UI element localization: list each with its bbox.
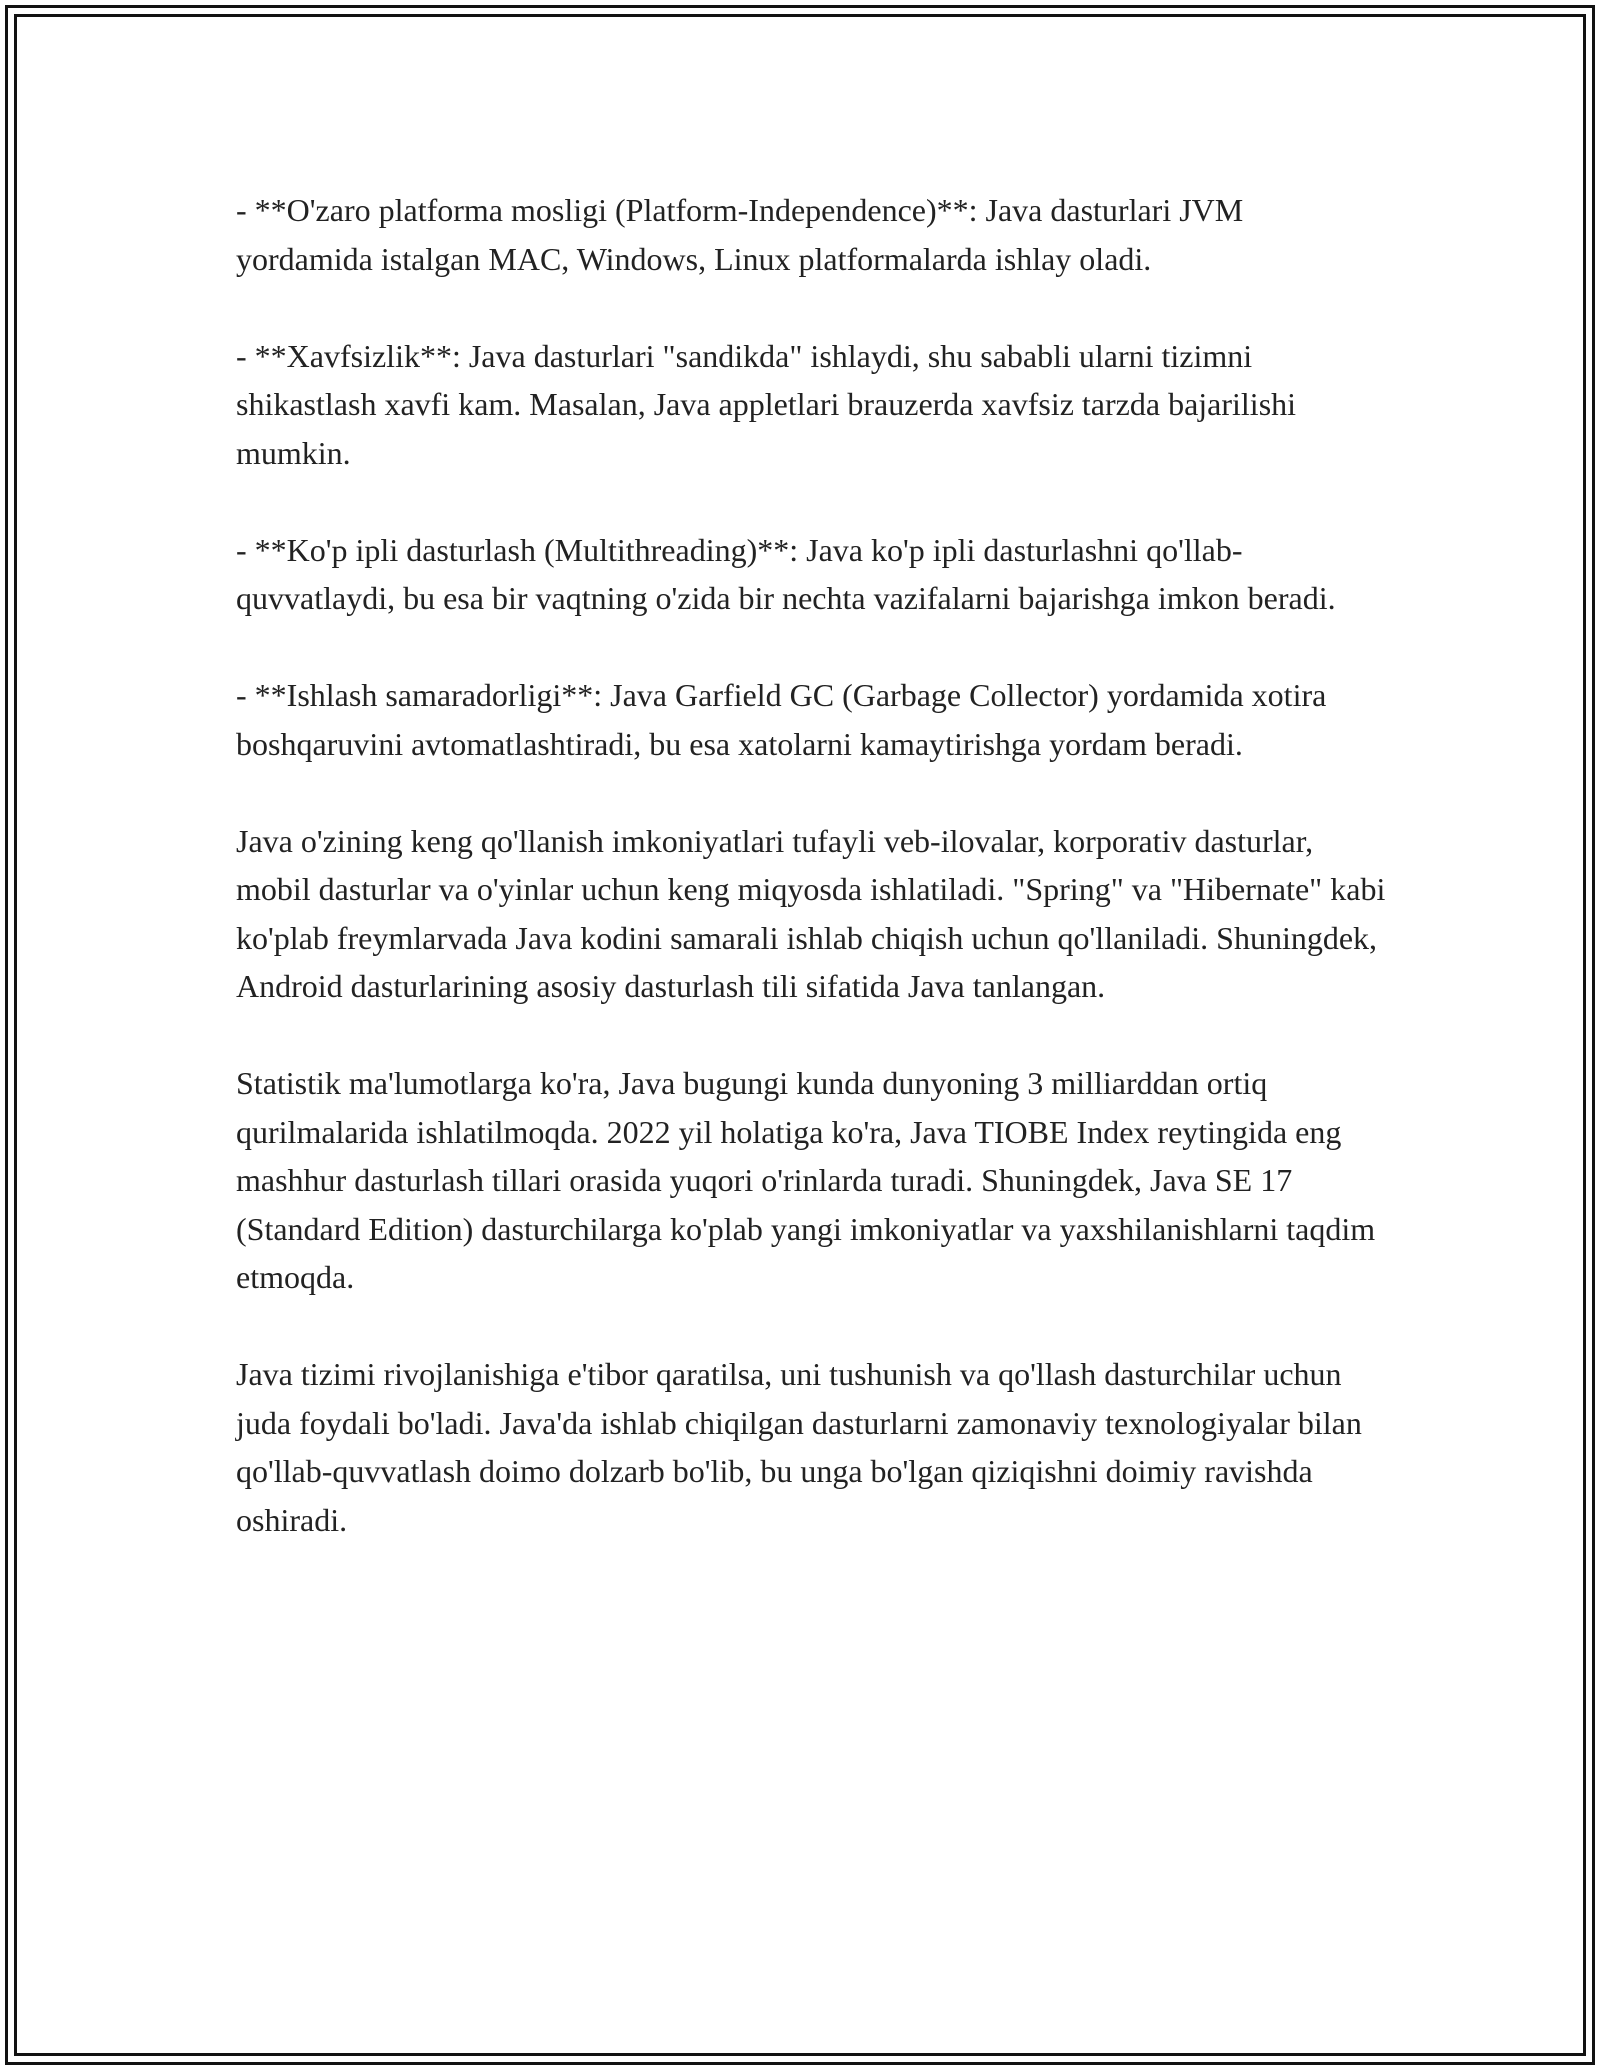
document-body (236, 186, 1386, 1593)
paragraph-usage: Java o'zining keng qo'llanish imkoniyatlari tufayli veb-ilovalar, korporativ dasturlar, mobil dasturlar va o'yinlar uchun keng miqyosda ishlatiladi. "Spring" va "Hibernate" kabi ko'plab freymlarvada Java kodini samarali ishlab chiqish uchun qo'llaniladi. Shuningdek, Android dasturlarining asosiy dasturlash tili sifatida Java tanlangan. (236, 822, 1386, 1004)
paragraph-statistics: Statistik ma'lumotlarga ko'ra, Java bugungi kunda dunyoning 3 milliarddan ortiq qurilmalarida ishlatilmoqda. 2022 yil holatiga ko'ra, Java TIOBE Index reytingida eng mashhur dasturlash tillari orasida yuqori o'rinlarda turadi. Shuningdek, Java SE 17 (Standard Edition) dasturchilarga ko'plab yangi imkoniyatlar va yaxshilanishlarni taqdim etmoqda. (236, 1065, 1376, 1295)
paragraph-conclusion: Java tizimi rivojlanishiga e'tibor qaratilsa, uni tushunish va qo'llash dasturchilar uchun juda foydali bo'ladi. Java'da ishlab chiqilgan dasturlarni zamonaviy texnologiyalar bilan qo'llab-quvvatlash doimo dolzarb bo'lib, bu unga bo'lgan qiziqishni doimiy ravishda oshiradi. (236, 1356, 1362, 1538)
paragraph-multithreading: - **Ko'p ipli dasturlash (Multithreading)**: Java ko'p ipli dasturlashni qo'llab-quvvatlaydi, bu esa bir vaqtning o'zida bir nechta vazifalarni bajarishga imkon beradi. (236, 531, 1336, 616)
paragraph-platform-independence: - **O'zaro platforma mosligi (Platform-Independence)**: Java dasturlari JVM yordamida istalgan MAC, Windows, Linux platformalarda ishlay oladi. (236, 192, 1244, 277)
paragraph-security: - **Xavfsizlik**: Java dasturlari "sandikda" ishlaydi, shu sababli ularni tizimni shikastlash xavfi kam. Masalan, Java appletlari brauzerda xavfsiz tarzda bajarilishi mumkin. (236, 337, 1297, 471)
paragraph-performance: - **Ishlash samaradorligi**: Java Garfield GC (Garbage Collector) yordamida xotira boshqaruvini avtomatlashtiradi, bu esa xatolarni kamaytirishga yordam beradi. (236, 677, 1327, 762)
